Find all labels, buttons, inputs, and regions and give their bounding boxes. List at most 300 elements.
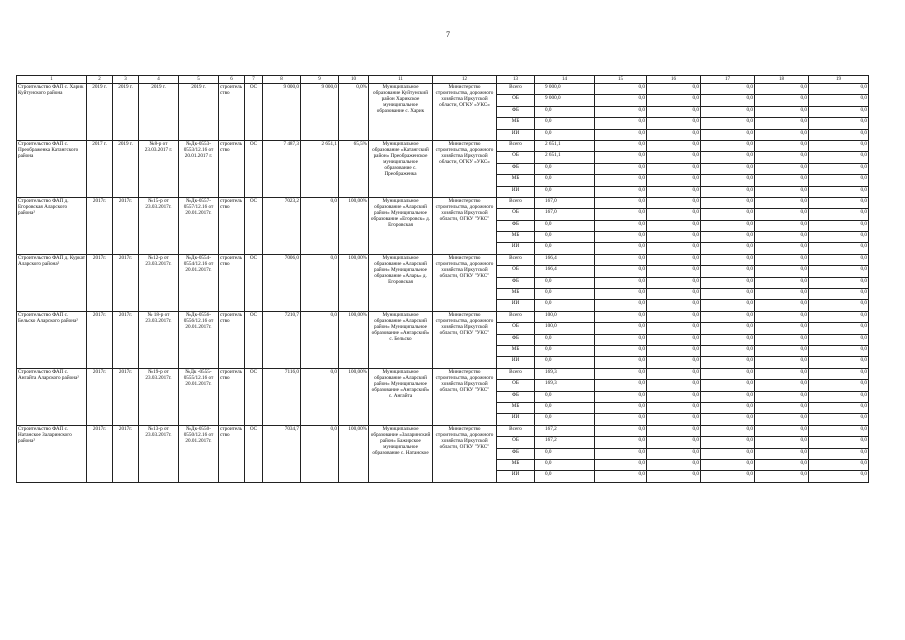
funding-value-17: 0,0 bbox=[701, 266, 755, 277]
funding-value-19: 0,0 bbox=[809, 345, 869, 356]
funding-value-16: 0,0 bbox=[647, 197, 701, 208]
funding-value-14: 167,2 bbox=[535, 437, 595, 448]
funding-value-17: 0,0 bbox=[701, 402, 755, 413]
funding-value-18: 0,0 bbox=[755, 448, 809, 459]
asset-type: ОС bbox=[245, 254, 263, 311]
funding-value-18: 0,0 bbox=[755, 368, 809, 379]
funding-value-17: 0,0 bbox=[701, 357, 755, 368]
funding-value-17: 0,0 bbox=[701, 380, 755, 391]
funding-value-14: 167,0 bbox=[535, 209, 595, 220]
completion-percent: 100,00% bbox=[339, 311, 369, 368]
funding-value-14: 0,0 bbox=[535, 471, 595, 482]
funding-value-18: 0,0 bbox=[755, 289, 809, 300]
completion-percent: 65,5% bbox=[339, 140, 369, 197]
start-year: 2017г. bbox=[87, 368, 113, 425]
funding-value-17: 0,0 bbox=[701, 140, 755, 151]
col-header: 8 bbox=[263, 76, 301, 84]
funding-value-19: 0,0 bbox=[809, 277, 869, 288]
remaining-cost: 0,0 bbox=[301, 311, 339, 368]
funding-value-16: 0,0 bbox=[647, 163, 701, 174]
funding-value-18: 0,0 bbox=[755, 311, 809, 322]
funding-value-16: 0,0 bbox=[647, 471, 701, 482]
funding-value-19: 0,0 bbox=[809, 402, 869, 413]
contract-ref: №Дк -0555-0555/12.16 от 20.01.2017г. bbox=[179, 368, 219, 425]
funding-value-17: 0,0 bbox=[701, 197, 755, 208]
responsible-executor: Министерство строительства, дорожного хозяйства Иркутской области, ОГКУ «УКС» bbox=[433, 84, 497, 141]
funding-value-19: 0,0 bbox=[809, 300, 869, 311]
funding-source: ИИ bbox=[497, 186, 535, 197]
municipality: Муниципальное образование «Заларинский район» Бажирское муниципальное образование с. Натанское bbox=[369, 425, 433, 482]
work-type: строительство bbox=[219, 197, 245, 254]
remaining-cost: 0,0 bbox=[301, 254, 339, 311]
funding-value-19: 0,0 bbox=[809, 289, 869, 300]
funding-value-15: 0,0 bbox=[595, 311, 647, 322]
start-year: 2017г. bbox=[87, 254, 113, 311]
funding-value-14: 0,0 bbox=[535, 175, 595, 186]
funding-value-15: 0,0 bbox=[595, 175, 647, 186]
funding-value-14: 9 000,0 bbox=[535, 84, 595, 95]
funding-value-14: 169,3 bbox=[535, 380, 595, 391]
funding-value-18: 0,0 bbox=[755, 300, 809, 311]
funding-value-15: 0,0 bbox=[595, 391, 647, 402]
funding-value-19: 0,0 bbox=[809, 357, 869, 368]
funding-value-19: 0,0 bbox=[809, 254, 869, 265]
funding-value-14: 100,0 bbox=[535, 311, 595, 322]
funding-source: ОБ bbox=[497, 437, 535, 448]
asset-type: ОС bbox=[245, 368, 263, 425]
funding-value-19: 0,0 bbox=[809, 414, 869, 425]
funding-value-18: 0,0 bbox=[755, 118, 809, 129]
asset-type: ОС bbox=[245, 311, 263, 368]
funding-value-16: 0,0 bbox=[647, 118, 701, 129]
estimated-cost: 7006,0 bbox=[263, 254, 301, 311]
end-year: 2017г. bbox=[113, 197, 139, 254]
funding-value-17: 0,0 bbox=[701, 118, 755, 129]
funding-value-16: 0,0 bbox=[647, 129, 701, 140]
estimated-cost: 7116,0 bbox=[263, 368, 301, 425]
col-header: 5 bbox=[179, 76, 219, 84]
funding-value-15: 0,0 bbox=[595, 186, 647, 197]
funding-source: ОБ bbox=[497, 380, 535, 391]
work-type: строительство bbox=[219, 84, 245, 141]
funding-value-15: 0,0 bbox=[595, 345, 647, 356]
responsible-executor: Министерство строительства, дорожного хозяйства Иркутской области, ОГКУ "УКС" bbox=[433, 197, 497, 254]
funding-value-16: 0,0 bbox=[647, 345, 701, 356]
funding-value-19: 0,0 bbox=[809, 471, 869, 482]
municipality: Муниципальное образование Куйтунский район Харикское муниципальное образование с. Харик bbox=[369, 84, 433, 141]
funding-value-15: 0,0 bbox=[595, 266, 647, 277]
funding-value-18: 0,0 bbox=[755, 345, 809, 356]
funding-value-18: 0,0 bbox=[755, 186, 809, 197]
funding-value-15: 0,0 bbox=[595, 232, 647, 243]
funding-value-17: 0,0 bbox=[701, 448, 755, 459]
funding-value-16: 0,0 bbox=[647, 152, 701, 163]
funding-value-16: 0,0 bbox=[647, 448, 701, 459]
contract-ref: 2019 г. bbox=[179, 84, 219, 141]
funding-value-19: 0,0 bbox=[809, 129, 869, 140]
funding-value-16: 0,0 bbox=[647, 95, 701, 106]
funding-value-15: 0,0 bbox=[595, 289, 647, 300]
col-header: 19 bbox=[809, 76, 869, 84]
funding-source: ОБ bbox=[497, 152, 535, 163]
funding-value-15: 0,0 bbox=[595, 323, 647, 334]
funding-value-18: 0,0 bbox=[755, 277, 809, 288]
funding-value-17: 0,0 bbox=[701, 437, 755, 448]
col-header: 4 bbox=[139, 76, 179, 84]
funding-value-18: 0,0 bbox=[755, 391, 809, 402]
funding-value-18: 0,0 bbox=[755, 380, 809, 391]
col-header: 18 bbox=[755, 76, 809, 84]
funding-value-19: 0,0 bbox=[809, 459, 869, 470]
responsible-executor: Министерство строительства, дорожного хозяйства Иркутской области, ОГКУ "УКС" bbox=[433, 254, 497, 311]
funding-value-19: 0,0 bbox=[809, 311, 869, 322]
responsible-executor: Министерство строительства, дорожного хозяйства Иркутской области, ОГКУ "УКС" bbox=[433, 311, 497, 368]
funding-source: ФБ bbox=[497, 448, 535, 459]
funding-value-19: 0,0 bbox=[809, 209, 869, 220]
funding-value-18: 0,0 bbox=[755, 414, 809, 425]
funding-value-19: 0,0 bbox=[809, 186, 869, 197]
funding-value-16: 0,0 bbox=[647, 459, 701, 470]
asset-type: ОС bbox=[245, 425, 263, 482]
funding-value-17: 0,0 bbox=[701, 414, 755, 425]
col-header: 6 bbox=[219, 76, 245, 84]
col-header: 9 bbox=[301, 76, 339, 84]
funding-value-16: 0,0 bbox=[647, 140, 701, 151]
funding-source: ИИ bbox=[497, 243, 535, 254]
funding-value-15: 0,0 bbox=[595, 471, 647, 482]
funding-source: ОБ bbox=[497, 209, 535, 220]
start-year: 2017г. bbox=[87, 311, 113, 368]
funding-value-14: 167,0 bbox=[535, 197, 595, 208]
funding-source: МБ bbox=[497, 175, 535, 186]
column-number-row bbox=[17, 76, 869, 84]
funding-value-19: 0,0 bbox=[809, 243, 869, 254]
col-header: 1 bbox=[17, 76, 87, 84]
funding-source: ИИ bbox=[497, 300, 535, 311]
funding-value-18: 0,0 bbox=[755, 95, 809, 106]
funding-value-14: 167,2 bbox=[535, 425, 595, 436]
funding-source: ИИ bbox=[497, 471, 535, 482]
contract-ref: №Дк-0556-0556/12.16 от 20.01.2017г. bbox=[179, 311, 219, 368]
work-type: строительство bbox=[219, 425, 245, 482]
funding-value-19: 0,0 bbox=[809, 118, 869, 129]
funding-value-17: 0,0 bbox=[701, 300, 755, 311]
funding-value-19: 0,0 bbox=[809, 425, 869, 436]
order-ref: № 18-р от 23.03.2017г. bbox=[139, 311, 179, 368]
funding-value-17: 0,0 bbox=[701, 334, 755, 345]
funding-value-17: 0,0 bbox=[701, 220, 755, 231]
funding-value-19: 0,0 bbox=[809, 368, 869, 379]
col-header: 12 bbox=[433, 76, 497, 84]
col-header: 3 bbox=[113, 76, 139, 84]
funding-value-14: 0,0 bbox=[535, 186, 595, 197]
funding-value-14: 0,0 bbox=[535, 277, 595, 288]
order-ref: №19-р от 23.03.2017г. bbox=[139, 368, 179, 425]
funding-value-16: 0,0 bbox=[647, 311, 701, 322]
municipality: Муниципальное образование «Аларский район» Муниципальное образование «Ангарский» с. Ангайта bbox=[369, 368, 433, 425]
project-name: Строительство ФАП с. Натанское Заларинского района² bbox=[17, 425, 87, 482]
funding-value-15: 0,0 bbox=[595, 334, 647, 345]
funding-value-18: 0,0 bbox=[755, 254, 809, 265]
funding-source: МБ bbox=[497, 459, 535, 470]
funding-value-16: 0,0 bbox=[647, 254, 701, 265]
funding-value-15: 0,0 bbox=[595, 129, 647, 140]
funding-value-17: 0,0 bbox=[701, 311, 755, 322]
funding-value-14: 0,0 bbox=[535, 289, 595, 300]
funding-source: Всего bbox=[497, 425, 535, 436]
funding-source: МБ bbox=[497, 289, 535, 300]
asset-type: ОС bbox=[245, 84, 263, 141]
funding-source: Всего bbox=[497, 197, 535, 208]
funding-value-18: 0,0 bbox=[755, 106, 809, 117]
start-year: 2017г. bbox=[87, 197, 113, 254]
project-row bbox=[17, 311, 869, 322]
completion-percent: 100,00% bbox=[339, 197, 369, 254]
estimated-cost: 9 000,0 bbox=[263, 84, 301, 141]
order-ref: 2019 г. bbox=[139, 84, 179, 141]
order-ref: №13-р от 23.03.2017г. bbox=[139, 425, 179, 482]
funding-value-14: 0,0 bbox=[535, 220, 595, 231]
funding-value-14: 0,0 bbox=[535, 391, 595, 402]
funding-value-18: 0,0 bbox=[755, 140, 809, 151]
order-ref: №8-р от 23.03.2017 г. bbox=[139, 140, 179, 197]
col-header: 14 bbox=[535, 76, 595, 84]
funding-value-19: 0,0 bbox=[809, 334, 869, 345]
funding-value-18: 0,0 bbox=[755, 175, 809, 186]
responsible-executor: Министерство строительства, дорожного хозяйства Иркутской области, ОГКУ «УКС» bbox=[433, 140, 497, 197]
funding-value-14: 2 651,1 bbox=[535, 140, 595, 151]
work-type: строительство bbox=[219, 311, 245, 368]
funding-value-14: 166,4 bbox=[535, 266, 595, 277]
funding-value-16: 0,0 bbox=[647, 414, 701, 425]
funding-value-19: 0,0 bbox=[809, 380, 869, 391]
funding-value-15: 0,0 bbox=[595, 300, 647, 311]
funding-value-19: 0,0 bbox=[809, 391, 869, 402]
completion-percent: 100,00% bbox=[339, 425, 369, 482]
funding-value-15: 0,0 bbox=[595, 380, 647, 391]
funding-source: ФБ bbox=[497, 163, 535, 174]
funding-value-18: 0,0 bbox=[755, 323, 809, 334]
funding-value-14: 0,0 bbox=[535, 300, 595, 311]
funding-value-14: 0,0 bbox=[535, 459, 595, 470]
funding-value-14: 2 651,1 bbox=[535, 152, 595, 163]
project-row bbox=[17, 84, 869, 95]
funding-value-16: 0,0 bbox=[647, 380, 701, 391]
funding-value-19: 0,0 bbox=[809, 95, 869, 106]
funding-value-18: 0,0 bbox=[755, 459, 809, 470]
remaining-cost: 0,0 bbox=[301, 425, 339, 482]
page-number: 7 bbox=[446, 30, 450, 39]
funding-value-17: 0,0 bbox=[701, 129, 755, 140]
estimated-cost: 7023,2 bbox=[263, 197, 301, 254]
funding-value-15: 0,0 bbox=[595, 84, 647, 95]
funding-value-19: 0,0 bbox=[809, 140, 869, 151]
funding-value-19: 0,0 bbox=[809, 84, 869, 95]
funding-value-14: 0,0 bbox=[535, 414, 595, 425]
funding-value-14: 0,0 bbox=[535, 232, 595, 243]
funding-source: Всего bbox=[497, 368, 535, 379]
funding-source: ИИ bbox=[497, 129, 535, 140]
funding-value-15: 0,0 bbox=[595, 220, 647, 231]
contract-ref: №Дк-0554-0554/12.16 от 20.01.2017г. bbox=[179, 254, 219, 311]
completion-percent: 100,00% bbox=[339, 368, 369, 425]
start-year: 2017г. bbox=[87, 425, 113, 482]
funding-value-16: 0,0 bbox=[647, 334, 701, 345]
funding-value-14: 0,0 bbox=[535, 163, 595, 174]
responsible-executor: Министерство строительства, дорожного хозяйства Иркутской области, ОГКУ "УКС" bbox=[433, 425, 497, 482]
funding-value-16: 0,0 bbox=[647, 300, 701, 311]
funding-source: ФБ bbox=[497, 391, 535, 402]
funding-value-15: 0,0 bbox=[595, 243, 647, 254]
funding-value-18: 0,0 bbox=[755, 425, 809, 436]
project-row bbox=[17, 368, 869, 379]
project-name: Строительство ФАП с. Ангайта Аларского района² bbox=[17, 368, 87, 425]
project-row bbox=[17, 140, 869, 151]
funding-value-19: 0,0 bbox=[809, 175, 869, 186]
funding-value-18: 0,0 bbox=[755, 129, 809, 140]
funding-value-15: 0,0 bbox=[595, 425, 647, 436]
end-year: 2017г. bbox=[113, 425, 139, 482]
municipality: Муниципальное образование «Катангский район» Преображенское муниципальное образование с. Преображенка bbox=[369, 140, 433, 197]
funding-value-18: 0,0 bbox=[755, 266, 809, 277]
funding-value-16: 0,0 bbox=[647, 186, 701, 197]
project-name: Строительство ФАП д. Куркат Аларского района² bbox=[17, 254, 87, 311]
project-name: Строительство ФАП с. Преображенка Катангского района bbox=[17, 140, 87, 197]
funding-value-16: 0,0 bbox=[647, 266, 701, 277]
funding-value-17: 0,0 bbox=[701, 254, 755, 265]
project-row bbox=[17, 425, 869, 436]
end-year: 2017г. bbox=[113, 254, 139, 311]
funding-value-19: 0,0 bbox=[809, 220, 869, 231]
funding-value-16: 0,0 bbox=[647, 391, 701, 402]
remaining-cost: 0,0 bbox=[301, 368, 339, 425]
contract-ref: №Дк-0550-0550/12.16 от 20.01.2017г. bbox=[179, 425, 219, 482]
funding-value-17: 0,0 bbox=[701, 368, 755, 379]
col-header: 11 bbox=[369, 76, 433, 84]
col-header: 15 bbox=[595, 76, 647, 84]
funding-value-16: 0,0 bbox=[647, 323, 701, 334]
municipality: Муниципальное образование «Аларский район» Муниципальное образование «Аларь» д. Егоровская bbox=[369, 254, 433, 311]
col-header: 17 bbox=[701, 76, 755, 84]
project-row bbox=[17, 197, 869, 208]
funding-value-19: 0,0 bbox=[809, 197, 869, 208]
funding-value-14: 0,0 bbox=[535, 243, 595, 254]
funding-value-16: 0,0 bbox=[647, 243, 701, 254]
funding-source: ОБ bbox=[497, 323, 535, 334]
project-name: Строительство ФАП с. Харик Куйтунского района bbox=[17, 84, 87, 141]
project-name: Строительство ФАП с. Бельско Аларского района² bbox=[17, 311, 87, 368]
funding-value-15: 0,0 bbox=[595, 197, 647, 208]
contract-ref: №Дк-0553-0553/12.16 от 20.01.2017 г. bbox=[179, 140, 219, 197]
funding-source: ОБ bbox=[497, 266, 535, 277]
funding-value-14: 0,0 bbox=[535, 448, 595, 459]
funding-value-16: 0,0 bbox=[647, 289, 701, 300]
funding-value-19: 0,0 bbox=[809, 152, 869, 163]
project-row bbox=[17, 254, 869, 265]
funding-value-14: 0,0 bbox=[535, 402, 595, 413]
funding-source: ИИ bbox=[497, 357, 535, 368]
funding-value-15: 0,0 bbox=[595, 459, 647, 470]
funding-value-17: 0,0 bbox=[701, 232, 755, 243]
funding-value-17: 0,0 bbox=[701, 459, 755, 470]
funding-source: ФБ bbox=[497, 220, 535, 231]
remaining-cost: 0,0 bbox=[301, 197, 339, 254]
funding-value-15: 0,0 bbox=[595, 357, 647, 368]
funding-value-14: 0,0 bbox=[535, 357, 595, 368]
funding-value-16: 0,0 bbox=[647, 175, 701, 186]
end-year: 2017г. bbox=[113, 368, 139, 425]
funding-value-15: 0,0 bbox=[595, 106, 647, 117]
funding-value-18: 0,0 bbox=[755, 163, 809, 174]
funding-source: Всего bbox=[497, 311, 535, 322]
funding-value-14: 0,0 bbox=[535, 345, 595, 356]
funding-value-15: 0,0 bbox=[595, 254, 647, 265]
funding-value-15: 0,0 bbox=[595, 437, 647, 448]
program-table bbox=[16, 75, 869, 483]
funding-source: МБ bbox=[497, 232, 535, 243]
end-year: 2019 г. bbox=[113, 140, 139, 197]
estimated-cost: 7 487,3 bbox=[263, 140, 301, 197]
project-name: Строительство ФАП д. Егоровская Аларского района² bbox=[17, 197, 87, 254]
funding-value-14: 0,0 bbox=[535, 118, 595, 129]
funding-value-18: 0,0 bbox=[755, 220, 809, 231]
funding-value-19: 0,0 bbox=[809, 163, 869, 174]
col-header: 2 bbox=[87, 76, 113, 84]
funding-value-16: 0,0 bbox=[647, 425, 701, 436]
funding-value-19: 0,0 bbox=[809, 437, 869, 448]
funding-source: Всего bbox=[497, 254, 535, 265]
funding-source: Всего bbox=[497, 84, 535, 95]
col-header: 16 bbox=[647, 76, 701, 84]
funding-value-16: 0,0 bbox=[647, 437, 701, 448]
work-type: строительство bbox=[219, 368, 245, 425]
funding-source: ФБ bbox=[497, 334, 535, 345]
funding-value-16: 0,0 bbox=[647, 106, 701, 117]
funding-value-18: 0,0 bbox=[755, 152, 809, 163]
funding-value-18: 0,0 bbox=[755, 232, 809, 243]
funding-value-17: 0,0 bbox=[701, 152, 755, 163]
funding-source: МБ bbox=[497, 402, 535, 413]
funding-value-15: 0,0 bbox=[595, 402, 647, 413]
funding-value-14: 0,0 bbox=[535, 334, 595, 345]
funding-value-17: 0,0 bbox=[701, 277, 755, 288]
funding-value-16: 0,0 bbox=[647, 232, 701, 243]
work-type: строительство bbox=[219, 254, 245, 311]
funding-value-17: 0,0 bbox=[701, 391, 755, 402]
col-header: 13 bbox=[497, 76, 535, 84]
funding-value-17: 0,0 bbox=[701, 471, 755, 482]
funding-value-18: 0,0 bbox=[755, 197, 809, 208]
remaining-cost: 9 000,0 bbox=[301, 84, 339, 141]
funding-value-16: 0,0 bbox=[647, 220, 701, 231]
funding-value-18: 0,0 bbox=[755, 437, 809, 448]
funding-value-15: 0,0 bbox=[595, 277, 647, 288]
asset-type: ОС bbox=[245, 197, 263, 254]
completion-percent: 100,00% bbox=[339, 254, 369, 311]
funding-value-18: 0,0 bbox=[755, 334, 809, 345]
funding-value-17: 0,0 bbox=[701, 323, 755, 334]
funding-value-15: 0,0 bbox=[595, 140, 647, 151]
estimated-cost: 7034,7 bbox=[263, 425, 301, 482]
funding-source: ФБ bbox=[497, 277, 535, 288]
funding-value-15: 0,0 bbox=[595, 368, 647, 379]
funding-value-14: 0,0 bbox=[535, 129, 595, 140]
funding-value-17: 0,0 bbox=[701, 95, 755, 106]
municipality: Муниципальное образование «Аларский район» Муниципальное образование «Ангарский» с. Бельско bbox=[369, 311, 433, 368]
funding-value-17: 0,0 bbox=[701, 186, 755, 197]
funding-value-18: 0,0 bbox=[755, 243, 809, 254]
funding-value-19: 0,0 bbox=[809, 323, 869, 334]
